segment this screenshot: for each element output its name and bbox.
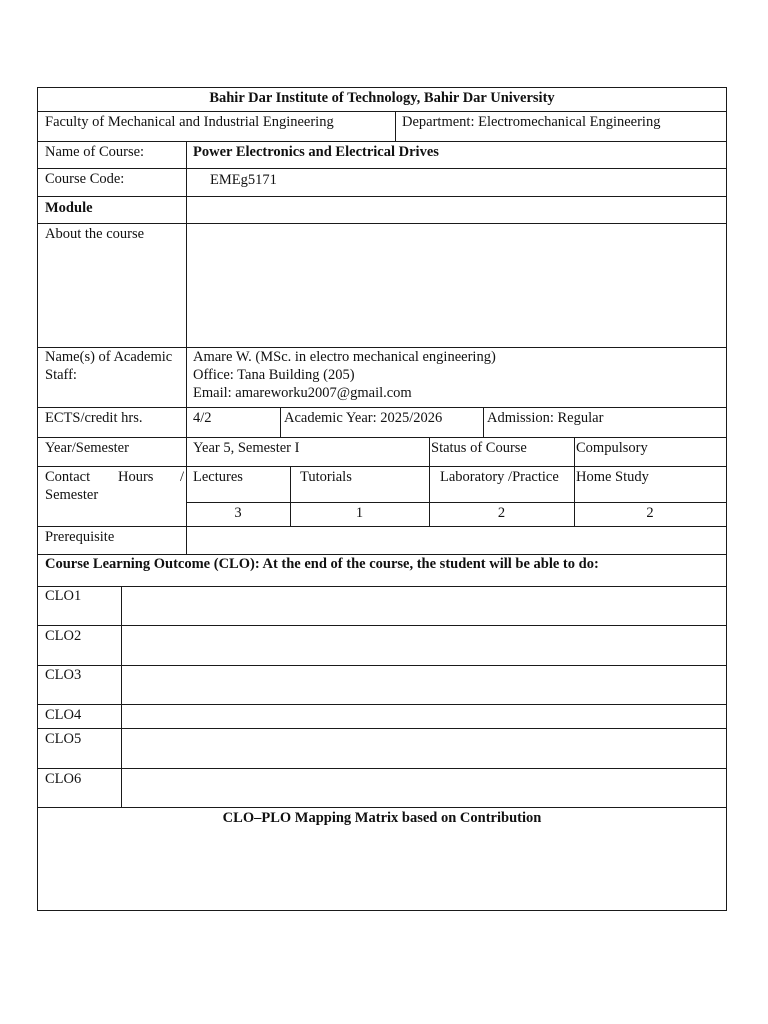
divider-year-2 — [574, 437, 575, 467]
rule-clo-heading — [37, 586, 727, 587]
rule-clo5 — [37, 768, 727, 769]
ects-value: 4/2 — [193, 410, 212, 426]
staff-label-line1: Name(s) of Academic — [45, 349, 173, 365]
divider-faculty — [395, 111, 396, 141]
rule-staff — [37, 407, 727, 408]
clo5-label: CLO5 — [45, 731, 82, 747]
rule-clo3 — [37, 704, 727, 705]
rule-clo4 — [37, 728, 727, 729]
course-name-label: Name of Course: — [45, 144, 145, 160]
divider-label-col — [186, 141, 187, 554]
contact-value-home-study: 2 — [646, 505, 654, 521]
admission: Admission: Regular — [487, 410, 604, 426]
contact-label-word1: Contact — [45, 469, 91, 485]
contact-col-home-study: Home Study — [576, 469, 649, 485]
staff-name: Amare W. (MSc. in electro mechanical engineering) — [193, 349, 496, 365]
status-value: Compulsory — [576, 440, 648, 456]
border-top — [37, 87, 727, 88]
faculty-label: Faculty of Mechanical and Industrial Engineering — [45, 114, 334, 130]
about-label: About the course — [45, 226, 145, 242]
clo-heading: Course Learning Outcome (CLO): At the end of the course, the student will be able to do: — [45, 556, 599, 572]
rule-year — [37, 466, 727, 467]
staff-office: Office: Tana Building (205) — [193, 367, 355, 383]
clo6-label: CLO6 — [45, 771, 82, 787]
rule-clo2 — [37, 665, 727, 666]
contact-label-word2: Hours — [118, 469, 154, 485]
border-left — [37, 87, 38, 911]
institution-title: Bahir Dar Institute of Technology, Bahir Dar University — [209, 90, 555, 106]
staff-label-line2: Staff: — [45, 367, 77, 383]
clo2-label: CLO2 — [45, 628, 82, 644]
contact-col-lab: Laboratory /Practice — [440, 469, 559, 485]
contact-col-tutorials: Tutorials — [300, 469, 352, 485]
border-right — [726, 87, 727, 911]
rule-code — [37, 196, 727, 197]
rule-faculty — [37, 141, 727, 142]
clo4-label: CLO4 — [45, 707, 82, 723]
course-code-value: EMEg5171 — [210, 172, 277, 188]
divider-clo — [121, 586, 122, 807]
module-label: Module — [45, 200, 93, 216]
contact-value-tutorials: 1 — [355, 505, 364, 521]
contact-col-lectures: Lectures — [193, 469, 243, 485]
contact-value-lectures: 3 — [234, 505, 242, 521]
course-code-label: Course Code: — [45, 171, 125, 187]
clo1-label: CLO1 — [45, 588, 82, 604]
status-label: Status of Course — [431, 440, 527, 456]
contact-label-slash: / — [180, 469, 185, 485]
staff-email: Email: amareworku2007@gmail.com — [193, 385, 412, 401]
course-name-value: Power Electronics and Electrical Drives — [193, 144, 439, 160]
clo3-label: CLO3 — [45, 667, 82, 683]
contact-label-line2: Semester — [45, 487, 99, 503]
ects-label: ECTS/credit hrs. — [45, 410, 143, 426]
rule-institution — [37, 111, 727, 112]
contact-value-lab: 2 — [497, 505, 506, 521]
rule-ects — [37, 437, 727, 438]
rule-contact-mid — [186, 502, 727, 503]
year-semester-value: Year 5, Semester I — [193, 440, 300, 456]
year-semester-label: Year/Semester — [45, 440, 129, 456]
rule-clo1 — [37, 625, 727, 626]
mapping-heading: CLO–PLO Mapping Matrix based on Contribution — [222, 810, 542, 826]
rule-clo6 — [37, 807, 727, 808]
divider-year-1 — [429, 437, 430, 467]
divider-ects-2 — [483, 407, 484, 437]
rule-name — [37, 168, 727, 169]
divider-ects-1 — [280, 407, 281, 437]
department-label: Department: Electromechanical Engineering — [402, 114, 661, 130]
prerequisite-label: Prerequisite — [45, 529, 115, 545]
academic-year: Academic Year: 2025/2026 — [284, 410, 443, 426]
rule-contact — [37, 526, 727, 527]
rule-module — [37, 223, 727, 224]
border-bottom — [37, 910, 727, 911]
